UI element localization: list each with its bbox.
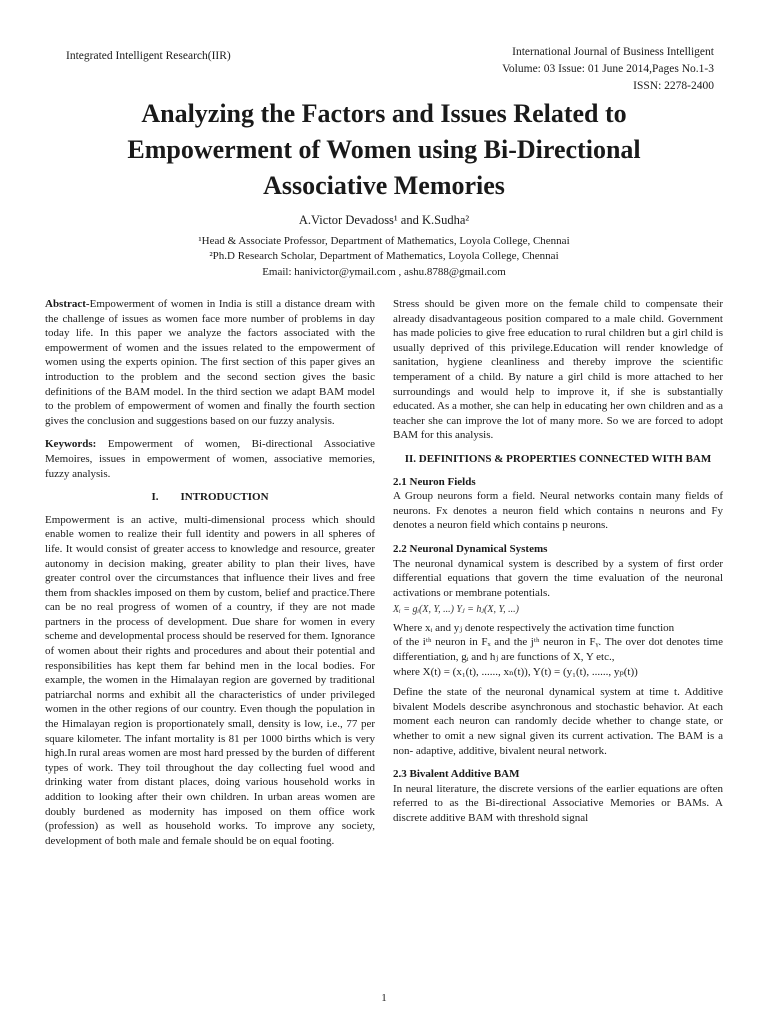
section2-heading: II. DEFINITIONS & PROPERTIES CONNECTED WITH BAM [404,452,712,465]
page-number: 1 [381,992,387,1004]
abstract-text: Empowerment of women in India is still a distance dream with the challenge of issues as women face more number of problems in day today life. In this paper we analyze the factors associated with the empowerment of women and the issues related to the empowerment of women using the experts opinion. The first section of this paper gives an introduction to the problem and the second section gives the basic definitions of the BAM model. In the third section we adapt BAM model to the problem of empowerment of women and finally the fourth section gives the conclusion and suggestions based on our fuzzy analysis. [45,298,375,427]
header-left: Integrated Intelligent Research(IIR) [66,50,231,62]
section21-title: 2.1 Neuron Fields [393,475,476,488]
keywords [45,437,375,481]
section23-title: 2.3 Bivalent Additive BAM [393,768,520,781]
equation-dynamics: Xᵢ = gᵢ(X, Y, ...) Yⱼ = hⱼ(X, Y, ...) [393,604,519,616]
left-column [45,297,375,857]
email-line: Email: hanivictor@ymail.com , ashu.8788@gmail.com [262,266,506,278]
section22-title: 2.2 Neuronal Dynamical Systems [393,542,548,555]
where-line-3: where X(t) = (x₁(t), ......, xₙ(t)), Y(t) = (y₁(t), ......, yₚ(t)) [393,665,638,678]
title-line-2: Empowerment of Women using Bi-Directional [127,135,641,164]
intro-heading: I. INTRODUCTION [151,491,269,504]
right-intro-text: Stress should be given more on the female child to compensate their already disadvantageous position compared to a male child. Government has made policies to give free education to rural children but a girl child is usually deprived of this privilege.Education will render knowledge of sanitation, hygiene cleanliness and thereby improve the scientific temperament of a child. By nature a girl child is more attached to her surroundings and would help to improve it, if she is substantially educated. As a mother, she can help in educating her own children and as a teacher she can improve the lot of many more. So we are forced to adopt BAM for this analysis. [393,298,723,442]
paper-title [40,96,728,204]
section23-text: In neural literature, the discrete versions of the earlier equations are often referred to as the Bi-directional Associative Memories or BAMs. A discrete additive BAM with threshold signal [393,782,723,824]
title-line-3: Associative Memories [263,171,505,200]
abstract [45,297,375,428]
abstract-label: Abstract- [45,298,90,310]
where-line-1: Where xᵢ and yⱼ denote respectively the activation time function [393,621,675,634]
section22-text-2: Define the state of the neuronal dynamical system at time t. Additive bivalent Models describe asynchronous and stochastic behavior. At each moment each neuron can randomly decide whether to change state, or whether to omit a new signal given its current activation. The BAM is a non- adaptive, additive, bivalent neural network. [393,686,723,757]
section21-text: A Group neurons form a field. Neural networks contain many fields of neurons. Fx denotes a neuron field which contains n neurons and Fy denotes a neuron field which contains p neurons. [393,490,723,532]
authors: A.Victor Devadoss¹ and K.Sudha² [298,213,470,227]
header-right [502,44,714,95]
intro-text: Empowerment is an active, multi-dimensional process which should enable women to realize their full identity and powers in all spheres of life. It would consist of greater access to knowledge and resource, greater autonomy in decision making, greater ability to plan their lives, have greater control over the circumstances that influence their lives and free them from shackles imposed on them by custom, belief and practice.There can be no real progress of women of a country, if they are not made partners in the process of development. Due share for women in every scheme and developmental process should be reserved for them. Ignorance of women about their rights and procedures and about their potential and responsibilities has kept them far behind men in the local bodies. For example, the women in the Himalayan region are governed by traditional patriarchal norms and exhibit all the characteristics of under privileged women in the other regions of our country. Even though the population in the Himalayan region is proportionately small, density is low, i.e., 77 per square kilometer. The infant mortality is 81 per 1000 births which is very high.In rural areas women are most hard pressed by the burden of different types of work. They toil throughout the day collecting fuel wood and drinking water from distant places, doing various household works in addition to looking after their own children. In urban areas women are doubly burdened as modernity has imposed on them office work (profession) as well as household works. To improve any society, development of both male and female should be on equal footing. [45,513,375,847]
keywords-text: Empowerment of women, Bi-directional Associative Memoires, issues in empowerment of women, associative memories, fuzzy analysis. [45,438,375,480]
affiliation-2: ²Ph.D Research Scholar, Department of Mathematics, Loyola College, Chennai [209,250,559,262]
section22-text: The neuronal dynamical system is described by a system of first order differential equations that govern the time evaluation of the neuronal activations or membrane potentials. [393,557,723,599]
affiliation-1: ¹Head & Associate Professor, Department of Mathematics, Loyola College, Chennai [198,235,570,247]
where-line-2: of the iᵗʰ neuron in Fₓ and the jᵗʰ neuron in Fᵧ. The over dot denotes time differentiation, gᵢ and hⱼ are functions of X, Y etc., [393,636,723,664]
right-column [393,297,723,835]
keywords-label: Keywords: [45,438,97,451]
title-line-1: Analyzing the Factors and Issues Related to [141,99,627,128]
header-issn: ISSN: 2278-2400 [633,80,714,92]
header-volume: Volume: 03 Issue: 01 June 2014,Pages No.1-3 [502,63,714,75]
header-journal: International Journal of Business Intelligent [512,46,714,58]
